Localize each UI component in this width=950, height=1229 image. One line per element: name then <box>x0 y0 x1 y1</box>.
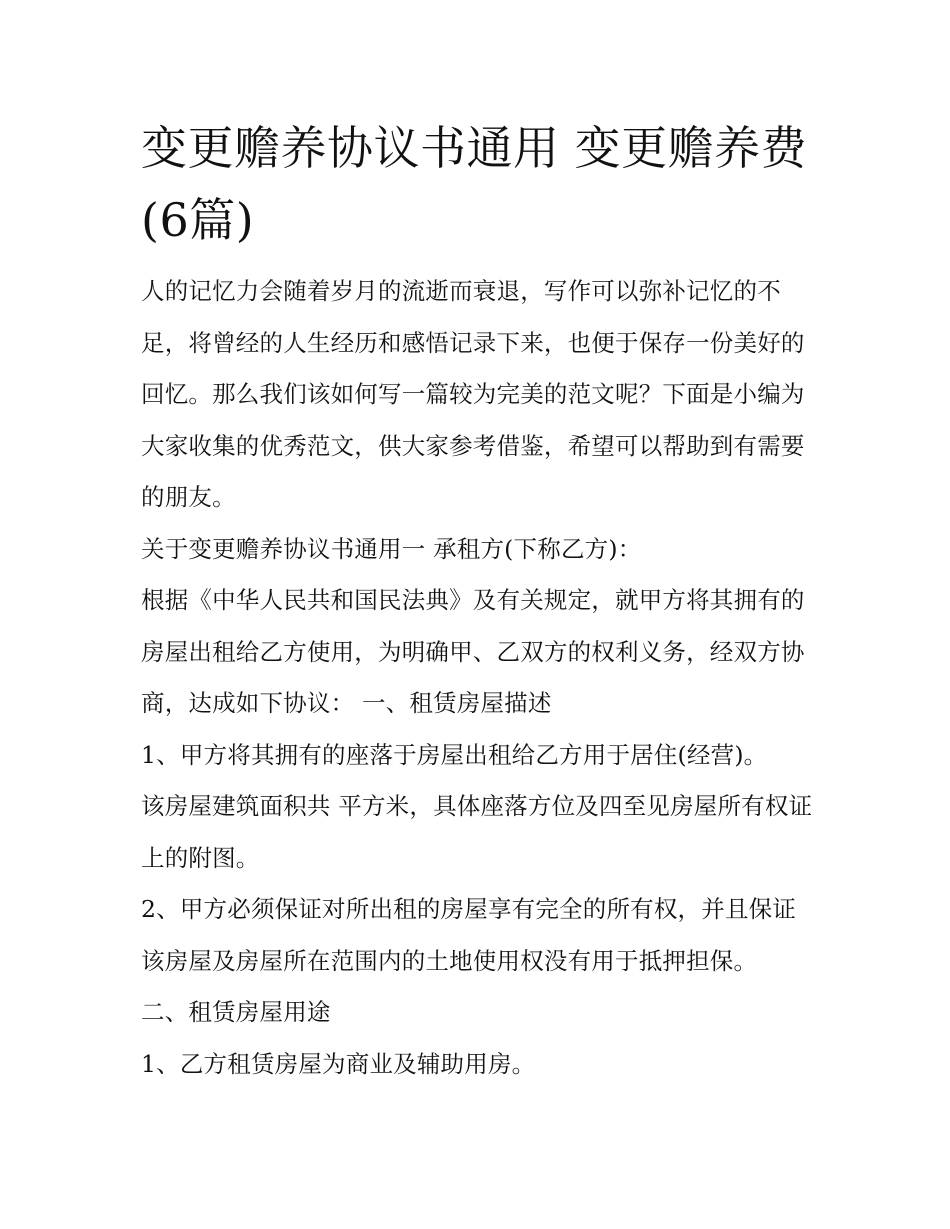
document-body <box>141 112 816 1090</box>
clause-1-1: 1、甲方将其拥有的座落于房屋出租给乙方用于居住(经营)。 <box>141 740 768 769</box>
document-title: 变更赡养协议书通用 变更赡养费(6篇) <box>141 121 808 247</box>
intro-paragraph: 人的记忆力会随着岁月的流逝而衰退，写作可以弥补记忆的不足，将曾经的人生经历和感悟记录下来，也便于保存一份美好的回忆。那么我们该如何写一篇较为完美的范文呢？下面是小编为大家收集的优秀范文，供大家参考借鉴，希望可以帮助到有需要的朋友。 <box>141 277 805 511</box>
clause-area: 该房屋建筑面积共 平方米，具体座落方位及四至见房屋所有权证上的附图。 <box>141 792 813 872</box>
section-heading-two: 二、租赁房屋用途 <box>141 998 331 1026</box>
agreement-preamble: 根据《中华人民共和国民法典》及有关规定，就甲方将其拥有的房屋出租给乙方使用，为明确甲、乙双方的权利义务，经双方协商，达成如下协议： 一、租赁房屋描述 <box>141 586 805 717</box>
clause-1-2: 2、甲方必须保证对所出租的房屋享有完全的所有权，并且保证该房屋及房屋所在范围内的土地使用权没有用于抵押担保。 <box>141 895 797 975</box>
section-heading-one: 关于变更赡养协议书通用一 承租方(下称乙方)： <box>141 534 642 563</box>
clause-2-1: 1、乙方租赁房屋为商业及辅助用房。 <box>141 1049 536 1078</box>
